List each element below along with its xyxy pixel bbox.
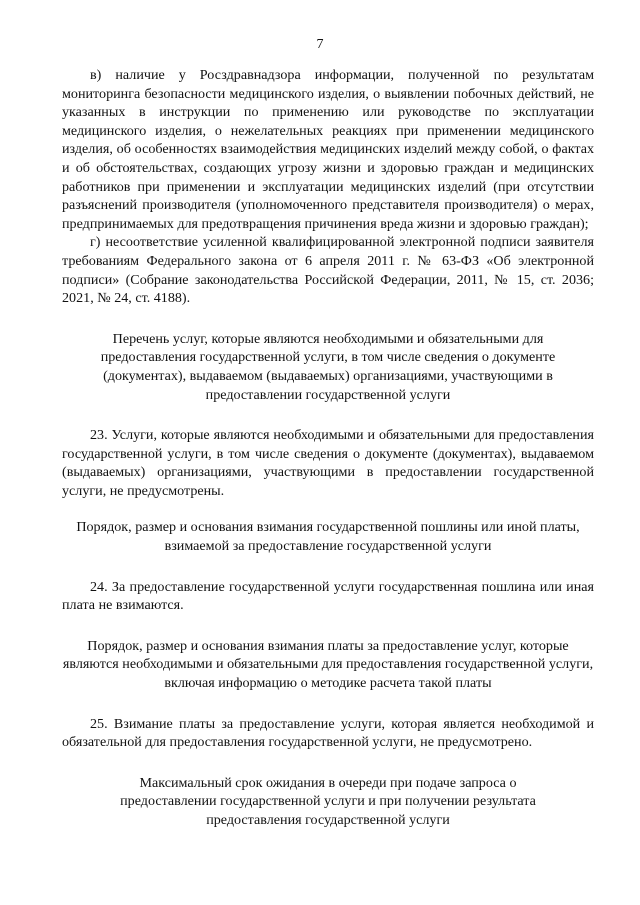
section-heading-services-list: Перечень услуг, которые являются необходимыми и обязательными для предоставления государственной услуги, в том числе сведения о документе (документах), выдаваемом (выдаваемых) организациями, участвующими в предоставлении государственной услуги bbox=[100, 330, 556, 403]
paragraph-24: 24. За предоставление государственной услуги государственная пошлина или иная плата не взимаются. bbox=[62, 578, 594, 614]
paragraph-25: 25. Взимание платы за предоставление услуги, которая является необходимой и обязательной для предоставления государственной услуги, не предусмотрено. bbox=[62, 715, 594, 751]
section-heading-queue-time: Максимальный срок ожидания в очереди при подаче запроса о предоставлении государственной услуги и при получении результата предоставления государственной услуги bbox=[120, 774, 536, 828]
section-heading-state-fee: Порядок, размер и основания взимания государственной пошлины или иной платы, взимаемой за предоставление государственной услуги bbox=[76, 519, 580, 555]
page-number: 7 bbox=[316, 37, 324, 52]
section-heading-fee-for-services: Порядок, размер и основания взимания платы за предоставление услуг, которые являются необходимыми и обязательными для предоставления государственной услуги, включая информацию о методике расчета такой платы bbox=[62, 637, 594, 692]
document-body bbox=[62, 66, 594, 830]
paragraph-v: в) наличие у Росздравнадзора информации, полученной по результатам мониторинга безопасности медицинского изделия, о выявлении побочных действий, не указанных в инструкции по применению или руководстве по эксплуатации медицинского изделия, о нежелательных реакциях при применении медицинского изделия, об особенностях взаимодействия медицинских изделий между собой, о фактах и об обстоятельствах, создающих угрозу жизни и здоровью граждан и медицинских работников при применении и эксплуатации медицинских изделий (при отсутствии разъяснений производителя (уполномоченного представителя производителя) о мерах, предпринимаемых для предотвращения причинения вреда жизни и здоровью граждан); bbox=[62, 67, 594, 232]
paragraph-g: г) несоответствие усиленной квалифицированной электронной подписи заявителя требованиям Федерального закона от 6 апреля 2011 г. № 63-ФЗ «Об электронной подписи» (Собрание законодательства Российской Федерации, 2011, № 15, ст. 2036; 2021, № 24, ст. 4188). bbox=[62, 234, 594, 307]
paragraph-23: 23. Услуги, которые являются необходимыми и обязательными для предоставления государственной услуги, в том числе сведения о документе (документах), выдаваемом (выдаваемых) организациями, участвующими в предоставлении государственной услуги, не предусмотрены. bbox=[62, 427, 594, 499]
